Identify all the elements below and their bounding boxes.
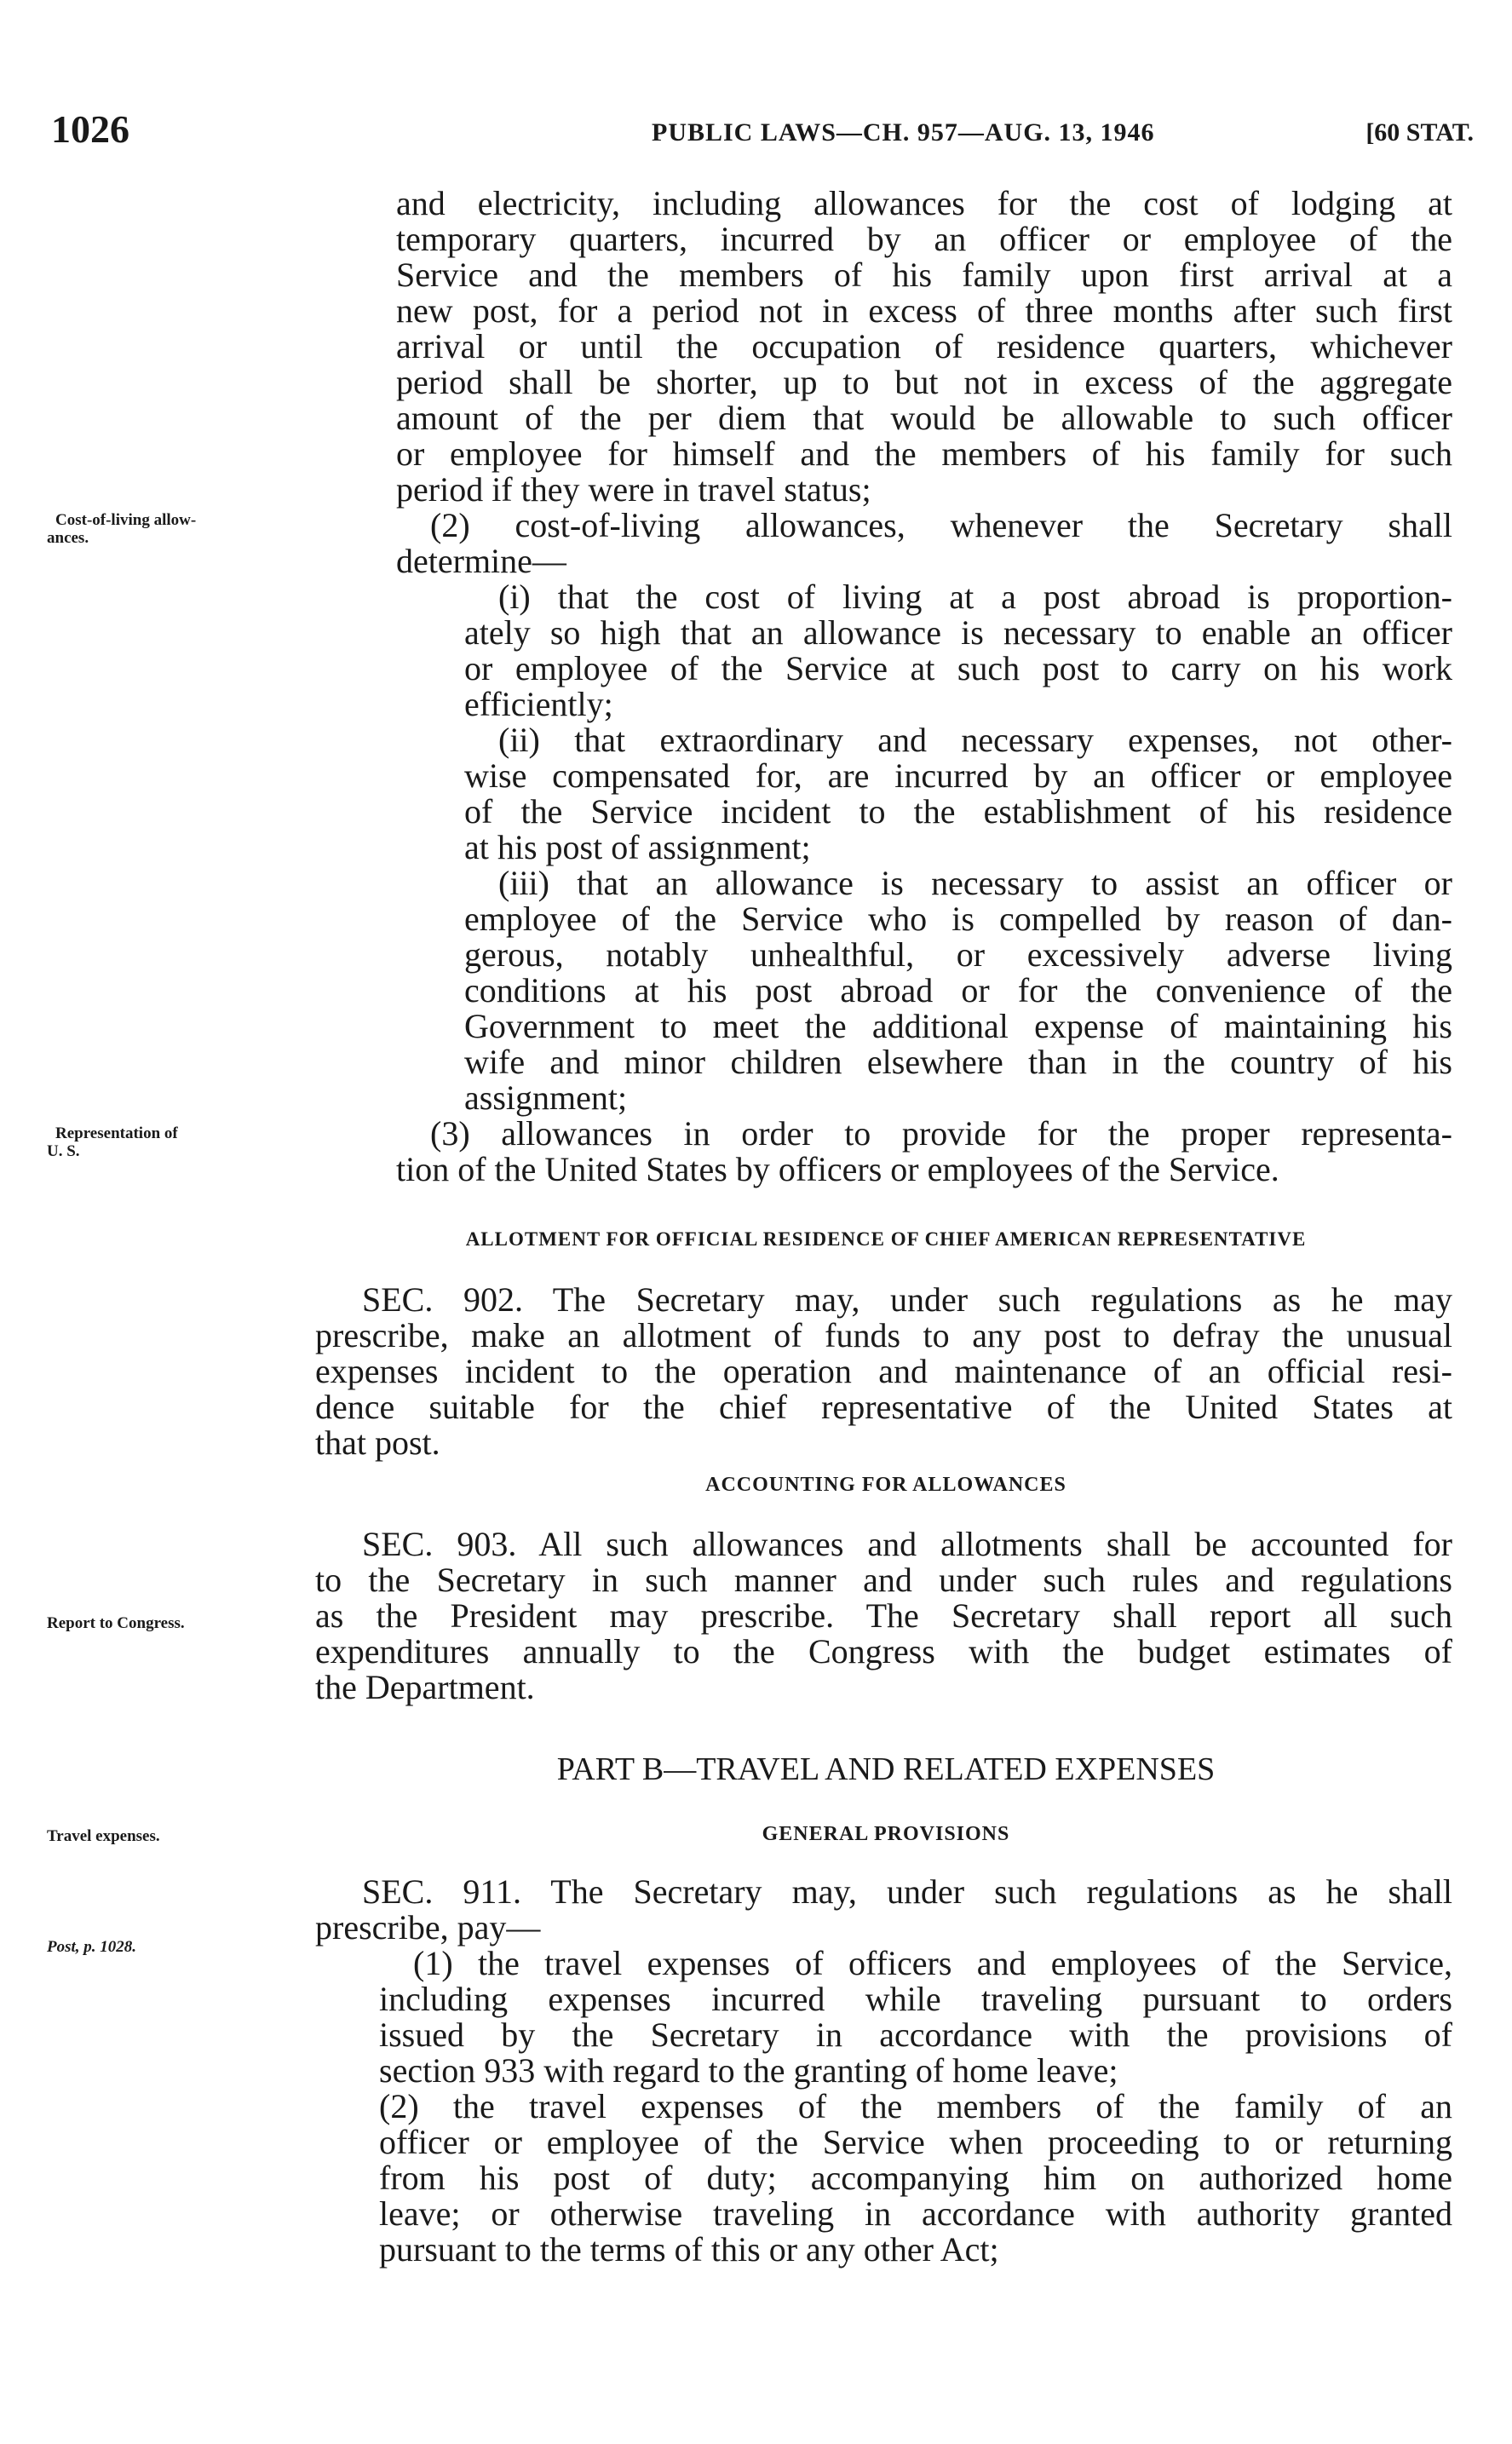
text-line: temporary quarters, incurred by an officer or employee of the xyxy=(396,220,1452,258)
text-line: (iii) that an allowance is necessary to assist an officer or xyxy=(498,864,1452,902)
margin-note-line: ances. xyxy=(47,529,89,547)
margin-note-line: Cost-of-living allow- xyxy=(55,511,197,529)
text-line: arrival or until the occupation of residence quarters, whichever xyxy=(396,327,1452,365)
text-line: (2) cost-of-living allowances, whenever the Secretary shall xyxy=(430,506,1452,544)
text-line: new post, for a period not in excess of three months after such first xyxy=(396,291,1452,330)
text-line: employee of the Service who is compelled by reason of dan- xyxy=(464,900,1452,938)
text-line: (i) that the cost of living at a post abroad is proportion- xyxy=(498,578,1452,616)
text-line: expenditures annually to the Congress with the budget estimates of xyxy=(315,1632,1452,1671)
text-line: the Department. xyxy=(315,1668,535,1706)
text-line: as the President may prescribe. The Secretary shall report all such xyxy=(315,1596,1452,1635)
text-line: tion of the United States by officers or employees of the Service. xyxy=(396,1150,1279,1188)
text-line: including expenses incurred while traveling pursuant to orders xyxy=(379,1980,1452,2018)
text-line: SEC. 903. All such allowances and allotments shall be accounted for xyxy=(362,1525,1452,1563)
page-header xyxy=(51,106,1474,158)
text-line: issued by the Secretary in accordance with the provisions of xyxy=(379,2016,1452,2054)
text-line: (2) the travel expenses of the members of the family of an xyxy=(379,2087,1452,2125)
text-line: and electricity, including allowances for the cost of lodging at xyxy=(396,184,1452,222)
text-line: or employee for himself and the members of his family for such xyxy=(396,434,1452,473)
section-902 xyxy=(315,1282,1452,1461)
text-line: expenses incident to the operation and maintenance of an official resi- xyxy=(315,1352,1452,1390)
section-903 xyxy=(315,1527,1452,1705)
text-line: prescribe, pay— xyxy=(315,1908,541,1947)
text-line: from his post of duty; accompanying him on authorized home xyxy=(379,2159,1452,2197)
text-line: pursuant to the terms of this or any other Act; xyxy=(379,2230,999,2269)
text-line: prescribe, make an allotment of funds to any post to defray the unusual xyxy=(315,1316,1452,1354)
margin-note-cost-of-living xyxy=(47,511,302,547)
text-line: dence suitable for the chief representative of the United States at xyxy=(315,1388,1452,1426)
margin-note-post: Post, p. 1028. xyxy=(47,1938,137,1956)
heading-general-provisions: GENERAL PROVISIONS xyxy=(762,1823,1010,1845)
heading-allotment: ALLOTMENT FOR OFFICIAL RESIDENCE OF CHIEF AMERICAN REPRESENTATIVE xyxy=(465,1228,1307,1250)
margin-note-representation xyxy=(47,1124,302,1160)
margin-note-line: Representation of xyxy=(55,1124,178,1142)
paragraph-2-i xyxy=(464,579,1452,722)
running-head: PUBLIC LAWS—CH. 957—AUG. 13, 1946 xyxy=(652,118,1155,147)
volume-reference: [60 STAT. xyxy=(1365,118,1474,147)
text-line: period shall be shorter, up to but not in excess of the aggregate xyxy=(396,363,1452,401)
text-line: efficiently; xyxy=(464,685,613,723)
text-line: (ii) that extraordinary and necessary expenses, not other- xyxy=(498,721,1452,759)
text-line: Service and the members of his family upon first arrival at a xyxy=(396,256,1452,294)
section-911-item-2 xyxy=(379,2089,1452,2268)
text-line: Government to meet the additional expense of maintaining his xyxy=(464,1007,1452,1045)
text-line: SEC. 902. The Secretary may, under such regulations as he may xyxy=(362,1280,1452,1319)
section-911-item-1 xyxy=(379,1946,1452,2089)
margin-note-travel: Travel expenses. xyxy=(47,1827,160,1845)
text-line: ately so high that an allowance is necessary to enable an officer xyxy=(464,613,1452,652)
text-line: leave; or otherwise traveling in accordance with authority granted xyxy=(379,2194,1452,2233)
text-line: to the Secretary in such manner and under such rules and regulations xyxy=(315,1561,1452,1599)
text-line: SEC. 911. The Secretary may, under such regulations as he shall xyxy=(362,1872,1452,1911)
heading-accounting: ACCOUNTING FOR ALLOWANCES xyxy=(705,1474,1066,1496)
text-line: gerous, notably unhealthful, or excessively adverse living xyxy=(464,935,1452,974)
text-line: that post. xyxy=(315,1423,440,1462)
text-line: determine— xyxy=(396,542,566,580)
text-line: of the Service incident to the establishment of his residence xyxy=(464,792,1452,831)
page-number: 1026 xyxy=(51,107,129,151)
part-b-heading: PART B—TRAVEL AND RELATED EXPENSES xyxy=(556,1751,1216,1787)
text-line: period if they were in travel status; xyxy=(396,470,871,509)
section-911 xyxy=(315,1874,1452,1946)
paragraph-3 xyxy=(396,1116,1452,1187)
text-line: at his post of assignment; xyxy=(464,828,811,866)
margin-note-report: Report to Congress. xyxy=(47,1614,185,1632)
text-line: wife and minor children elsewhere than in the country of his xyxy=(464,1043,1452,1081)
text-line: section 933 with regard to the granting of home leave; xyxy=(379,2051,1118,2090)
text-line: wise compensated for, are incurred by an officer or employee xyxy=(464,756,1452,795)
text-line: (1) the travel expenses of officers and employees of the Service, xyxy=(413,1944,1452,1982)
text-line: conditions at his post abroad or for the convenience of the xyxy=(464,971,1452,1009)
paragraph-2-iii xyxy=(464,865,1452,1116)
text-line: or employee of the Service at such post to carry on his work xyxy=(464,649,1452,687)
paragraph-2 xyxy=(396,508,1452,579)
paragraph-2-ii xyxy=(464,722,1452,865)
paragraph-intro xyxy=(396,186,1452,508)
text-line: officer or employee of the Service when proceeding to or returning xyxy=(379,2123,1452,2161)
margin-note-line: U. S. xyxy=(47,1142,80,1160)
text-line: amount of the per diem that would be allowable to such officer xyxy=(396,399,1452,437)
text-line: (3) allowances in order to provide for the proper representa- xyxy=(430,1114,1452,1153)
text-line: assignment; xyxy=(464,1078,628,1117)
